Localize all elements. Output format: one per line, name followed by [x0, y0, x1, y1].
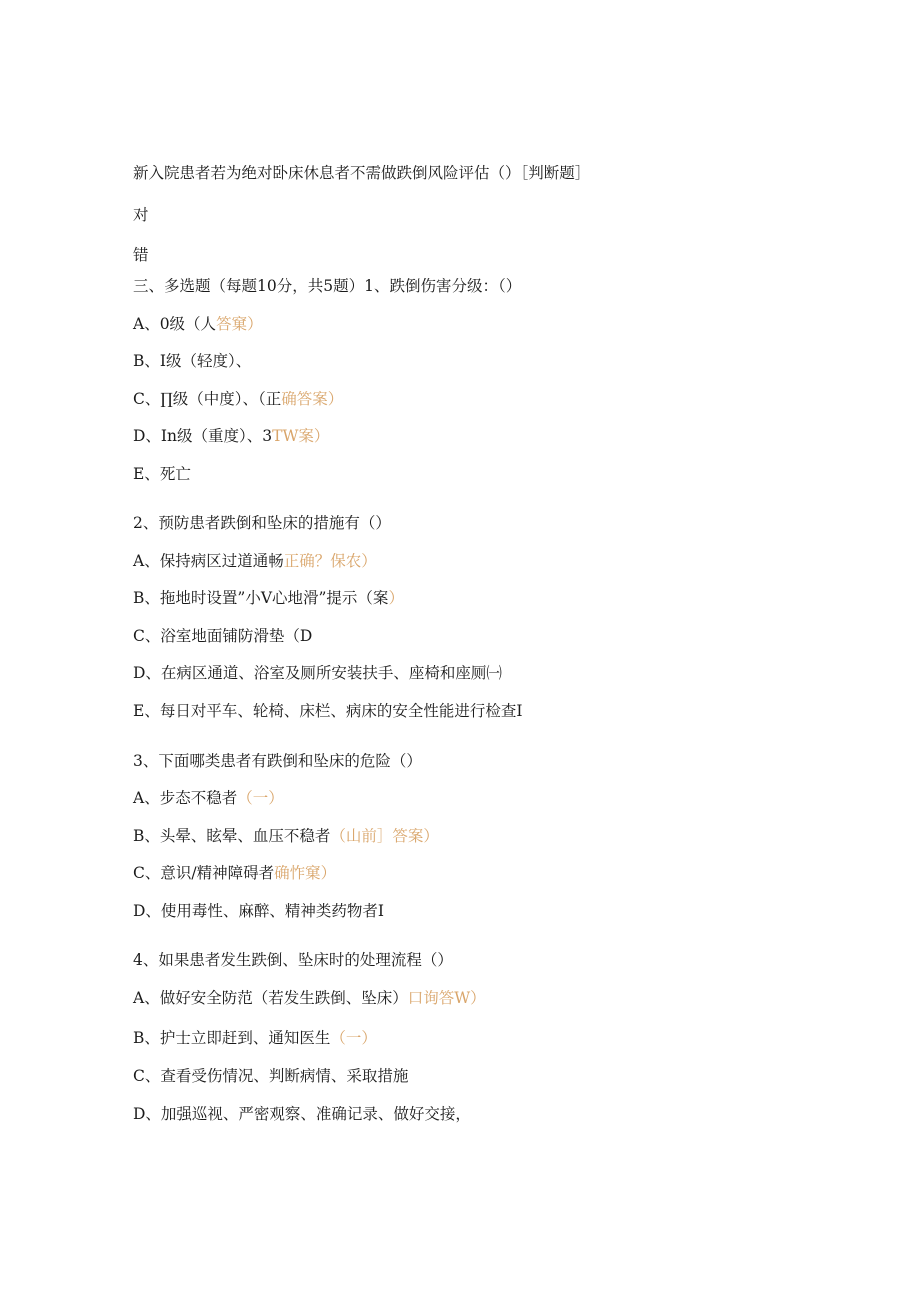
q3-option-b: B、头晕、眩晕、血压不稳者（山前］答案）: [133, 827, 439, 845]
q4-option-b: B、护士立即赶到、通知医生（一）: [133, 1029, 377, 1047]
q4-option-a: A、做好安全防范（若发生跌倒、坠床）口询答W）: [133, 989, 486, 1007]
q2-option-e: E、每日对平车、轮椅、床栏、病床的安全性能进行检查I: [133, 702, 523, 720]
q3-option-a: A、步态不稳者（一）: [133, 789, 284, 807]
q3-option-d: D、使用毒性、麻醉、精神类药物者I: [133, 902, 385, 920]
q2-option-a: A、保持病区过道通畅正确？保农）: [133, 552, 377, 570]
q4-option-c: C、查看受伤情况、判断病情、采取措施: [133, 1067, 409, 1085]
q4-option-d: D、加强巡视、严密观察、准确记录、做好交接，: [133, 1105, 471, 1123]
section-heading-q1: 三、多选题（每题10分，共5题）1、跌倒伤害分级：（）: [133, 277, 522, 295]
option-true: 对: [133, 206, 149, 224]
q1-option-e: E、死亡: [133, 465, 191, 483]
q1-option-d: D、In级（重度）、3TW案）: [133, 427, 330, 445]
option-false: 错: [133, 246, 149, 264]
q2-option-d: D、在病区通道、浴室及厕所安装扶手、座椅和座厕㈠: [133, 664, 502, 682]
q1-option-a: A、0级（人答窠）: [133, 315, 263, 333]
q2-option-b: B、拖地时设置”小V心地滑”提示（案）: [133, 589, 404, 607]
q3-heading: 3、下面哪类患者有跌倒和坠床的危险（）: [133, 752, 422, 770]
q4-heading: 4、如果患者发生跌倒、坠床时的处理流程（）: [133, 951, 453, 969]
q3-option-c: C、意识/精神障碍者确怍窠）: [133, 864, 337, 882]
question-true-false: 新入院患者若为绝对卧床休息者不需做跌倒风险评估（）［判断题］: [133, 164, 591, 182]
q1-option-c: C、∏级（中度）、（正确答案）: [133, 390, 344, 408]
q1-option-b: B、I级（轻度）、: [133, 352, 252, 370]
q2-option-c: C、浴室地面铺防滑垫（D: [133, 627, 313, 645]
q2-heading: 2、预防患者跌倒和坠床的措施有（）: [133, 514, 391, 532]
